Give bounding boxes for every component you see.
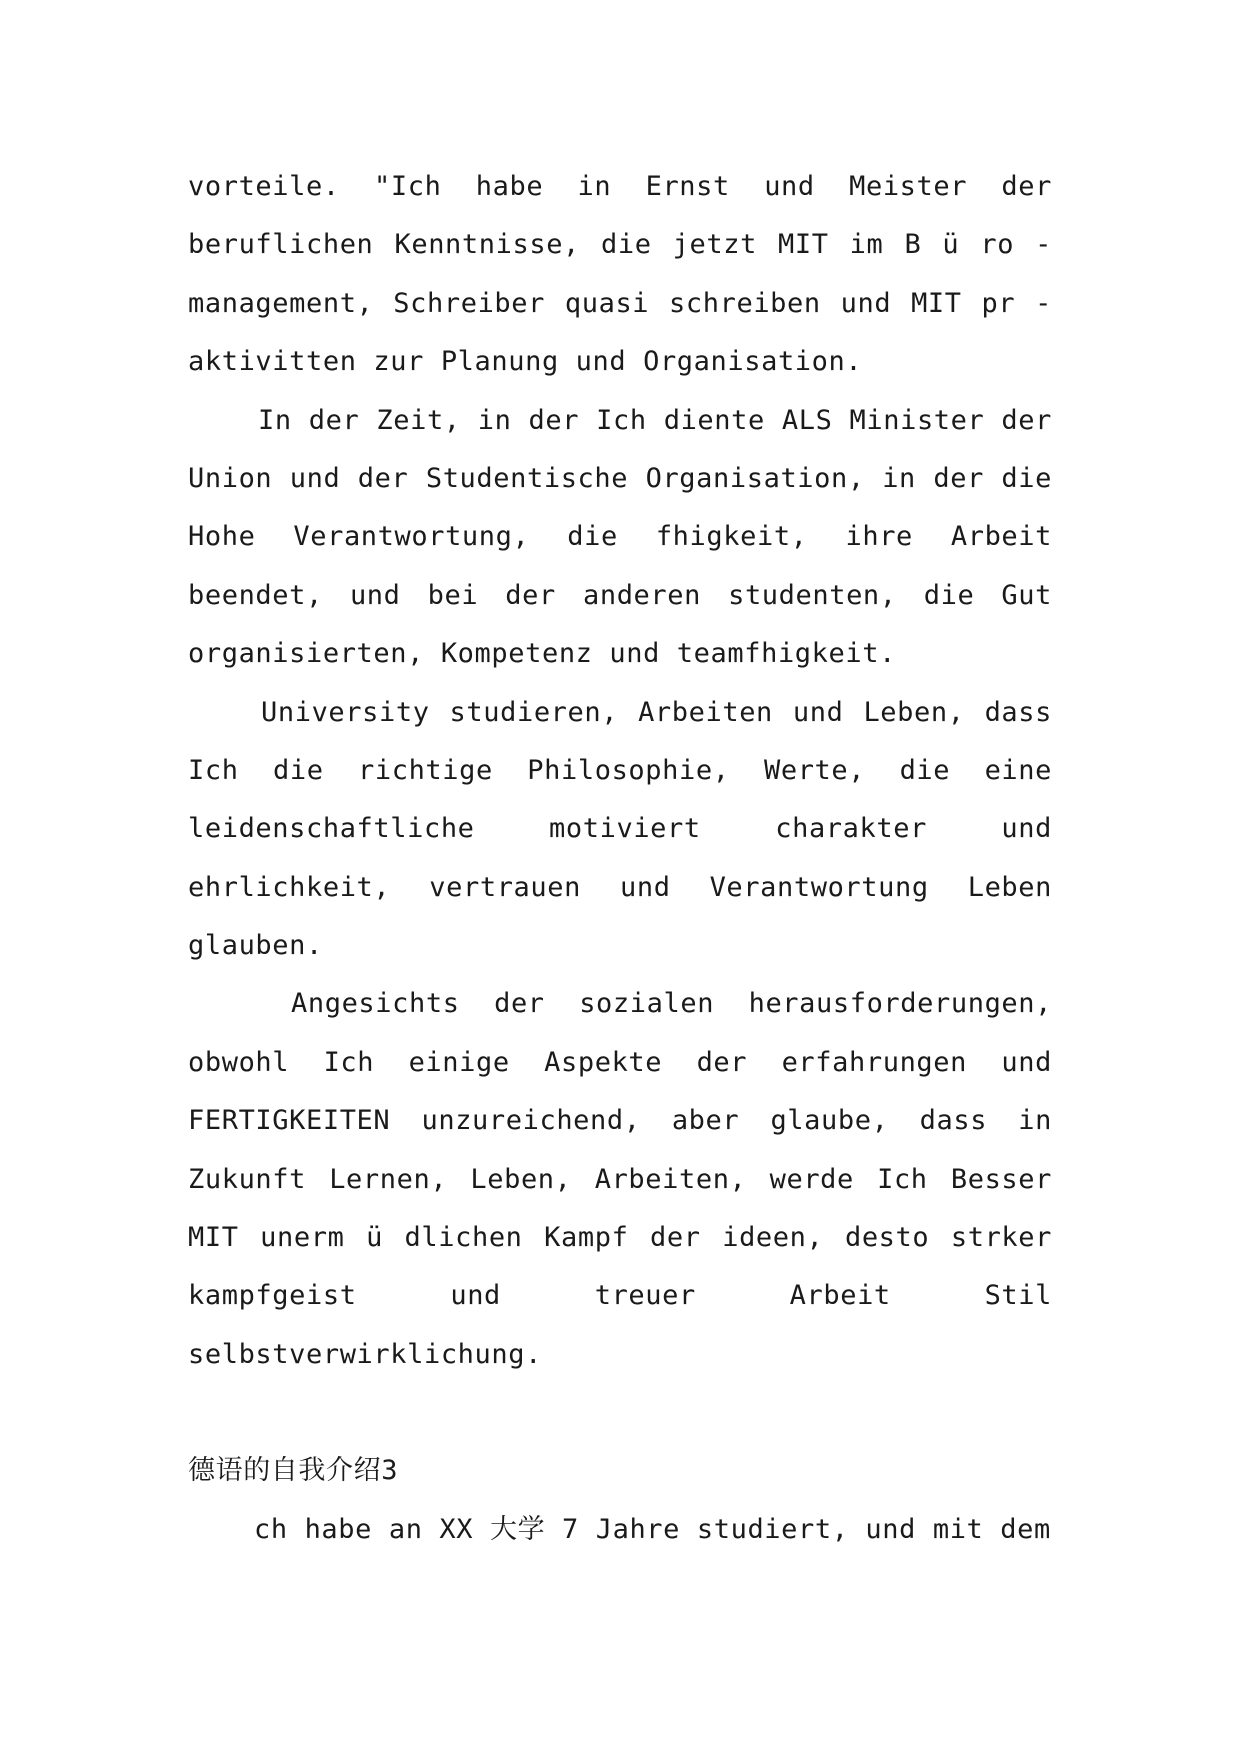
- text-line: In der Zeit, in der Ich diente ALS Minister der: [258, 404, 1052, 436]
- text-line: Angesichts der sozialen herausforderungen,: [291, 988, 1052, 1020]
- text-line: organisierten, Kompetenz und teamfhigkeit.: [188, 638, 896, 670]
- text-line: obwohl Ich einige Aspekte der erfahrungen und: [188, 1046, 1052, 1078]
- text-line: selbstverwirklichung.: [188, 1338, 542, 1370]
- text-line: kampfgeist und treuer Arbeit Stil: [188, 1280, 1052, 1312]
- text-line: management, Schreiber quasi schreiben und MIT pr -: [188, 287, 1052, 319]
- section-heading: 德语的自我介绍3: [188, 1455, 399, 1487]
- final-paragraph-line: ch habe an XX 大学 7 Jahre studiert, und mit dem: [254, 1513, 1051, 1545]
- text-line: Union und der Studentische Organisation, in der die: [188, 462, 1052, 494]
- paragraph-2: [188, 392, 1052, 684]
- text-line: University studieren, Arbeiten und Leben, dass: [261, 696, 1052, 728]
- text-line: Ich die richtige Philosophie, Werte, die eine: [188, 754, 1052, 786]
- text-line: vorteile. "Ich habe in Ernst und Meister der: [188, 171, 1052, 202]
- text-line: beendet, und bei der anderen studenten, die Gut: [188, 579, 1052, 611]
- text-line: glauben.: [188, 930, 323, 962]
- text-line: FERTIGKEITEN unzureichend, aber glaube, dass in: [188, 1105, 1052, 1137]
- text-line: beruflichen Kenntnisse, die jetzt MIT im B ü ro -: [188, 229, 1052, 261]
- paragraph-1: [188, 158, 1052, 392]
- text-line: aktivitten zur Planung und Organisation.: [188, 346, 863, 378]
- paragraph-4: [188, 975, 1052, 1384]
- text-line: leidenschaftliche motiviert charakter und: [188, 813, 1052, 845]
- text-line: ehrlichkeit, vertrauen und Verantwortung Leben: [188, 871, 1052, 903]
- text-line: Zukunft Lernen, Leben, Arbeiten, werde Ich Besser: [188, 1163, 1052, 1195]
- text-line: Hohe Verantwortung, die fhigkeit, ihre Arbeit: [188, 521, 1052, 553]
- paragraph-3: [188, 684, 1052, 976]
- document-page: [188, 158, 1052, 1559]
- text-line: MIT unerm ü dlichen Kampf der ideen, desto strker: [188, 1222, 1052, 1254]
